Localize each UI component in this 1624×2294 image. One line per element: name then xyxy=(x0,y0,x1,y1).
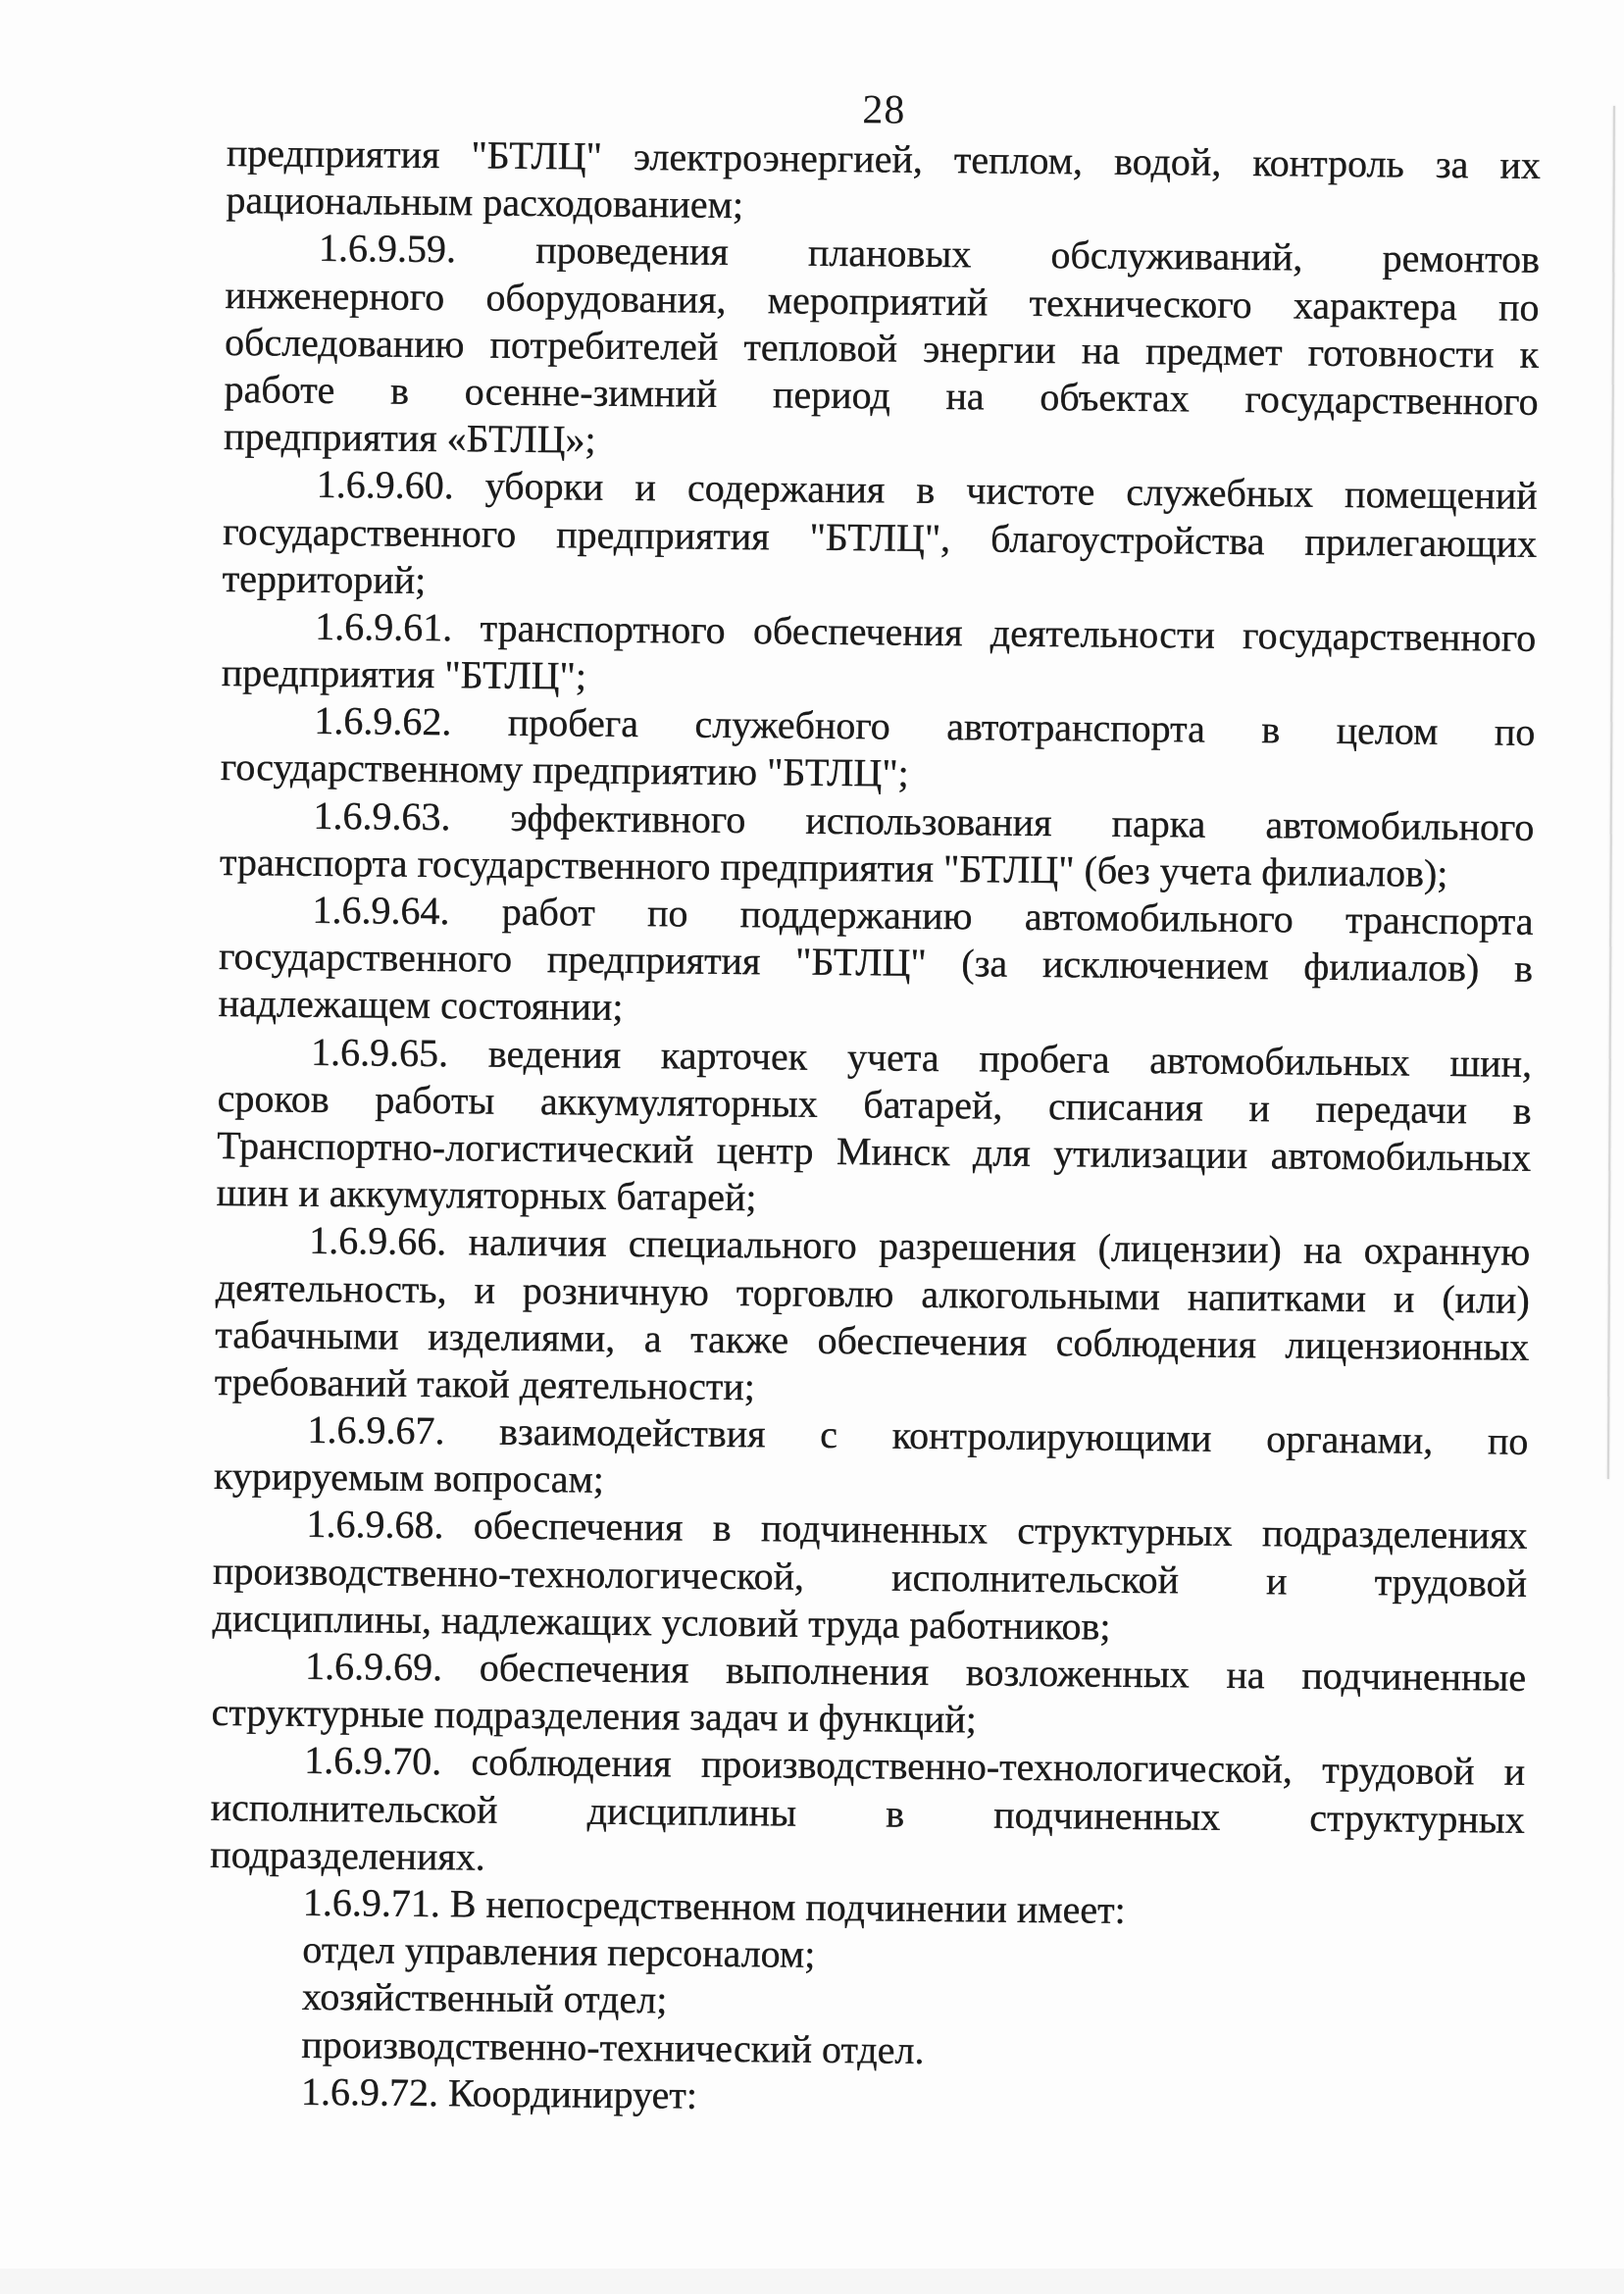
paragraph xyxy=(210,1736,1525,1890)
paragraph xyxy=(214,1405,1529,1512)
scan-edge-shadow xyxy=(0,2269,1624,2294)
text-line: 1.6.9.63. эффективного использования парка автомобильного xyxy=(313,792,1535,849)
text-line: 1.6.9.69. обеспечения выполнения возложенных на подчиненные xyxy=(304,1643,1527,1700)
text-line: 1.6.9.64. работ по поддержанию автомобильного транспорта xyxy=(312,887,1534,943)
paragraph xyxy=(224,224,1540,473)
text-line: 1.6.9.60. уборки и содержания в чистоте служебных помещений xyxy=(316,462,1538,519)
text-line: 1.6.9.72. Координирует: xyxy=(300,2068,698,2117)
text-line: требований такой деятельности; xyxy=(214,1358,756,1409)
paragraph xyxy=(211,1642,1526,1749)
text-line: рациональным расходованием; xyxy=(226,178,744,228)
text-line: работе в осенне-зимний период на объектах государственного xyxy=(224,366,1539,424)
text-line: 1.6.9.62. пробега служебного автотранспорта в целом по xyxy=(314,698,1536,755)
paragraph xyxy=(217,1028,1533,1230)
paragraph xyxy=(221,696,1536,803)
paragraph xyxy=(220,791,1535,898)
text-line: предприятия "БТЛЦ" электроэнергией, теплом, водой, контроль за их xyxy=(226,130,1542,187)
text-line: сроков работы аккумуляторных батарей, списания и передачи в xyxy=(217,1075,1532,1133)
text-line: табачными изделиями, а также обеспечения соблюдения лицензионных xyxy=(215,1311,1530,1369)
paragraph xyxy=(222,602,1537,709)
paragraph xyxy=(226,129,1541,236)
text-line: территорий; xyxy=(222,555,427,602)
text-line: предприятия «БТЛЦ»; xyxy=(223,414,596,462)
text-line: отдел управления персоналом; xyxy=(302,1926,816,1976)
text-line: 1.6.9.71. В непосредственном подчинении имеет: xyxy=(302,1879,1126,1932)
text-line: курируемым вопросам; xyxy=(213,1453,605,1503)
text-line: подразделениях. xyxy=(210,1831,485,1879)
text-line: исполнительской дисциплины в подчиненных структурных xyxy=(210,1784,1525,1842)
text-line: производственно-технологической, исполнительской и трудовой xyxy=(212,1548,1528,1606)
text-line: государственного предприятия "БТЛЦ", благоустройства прилегающих xyxy=(223,508,1538,566)
text-line: 1.6.9.70. соблюдения производственно-технологической, трудовой и xyxy=(303,1738,1526,1795)
paragraph xyxy=(218,886,1533,1040)
text-line: Транспортно-логистический центр Минск для утилизации автомобильных xyxy=(217,1122,1532,1180)
text-line: деятельность, и розничную торговлю алкогольными напитками и (или) xyxy=(215,1264,1531,1322)
text-line: производственно-технический отдел. xyxy=(301,2021,925,2072)
paragraph xyxy=(223,460,1538,614)
text-line: инженерного оборудования, мероприятий технического характера по xyxy=(225,272,1540,330)
text-line: дисциплины, надлежащих условий труда работников; xyxy=(212,1595,1111,1649)
text-line: 1.6.9.68. обеспечения в подчиненных структурных подразделениях xyxy=(306,1502,1528,1558)
paragraph xyxy=(212,1500,1527,1654)
paragraph xyxy=(215,1216,1531,1418)
text-line: транспорта государственного предприятия "БТЛЦ" (без учета филиалов); xyxy=(219,839,1448,895)
document-body xyxy=(208,129,1541,2127)
text-line: шин и аккумуляторных батарей; xyxy=(216,1170,757,1220)
text-line: 1.6.9.66. наличия специального разрешения (лицензии) на охранную xyxy=(309,1218,1531,1275)
text-line: 1.6.9.61. транспортного обеспечения деятельности государственного xyxy=(315,603,1537,660)
text-line: надлежащем состоянии; xyxy=(218,981,624,1030)
text-line: хозяйственный отдел; xyxy=(301,1974,668,2022)
text-line: 1.6.9.67. взаимодействия с контролирующими органами, по xyxy=(307,1406,1529,1463)
page-number: 28 xyxy=(862,87,906,133)
text-line: государственного предприятия "БТЛЦ" (за исключением филиалов) в xyxy=(218,934,1534,992)
text-line: структурные подразделения задач и функций; xyxy=(211,1690,978,1742)
text-line: 1.6.9.65. ведения карточек учета пробега автомобильных шин, xyxy=(310,1029,1533,1086)
text-line: государственному предприятию "БТЛЦ"; xyxy=(220,744,909,796)
text-line: предприятия "БТЛЦ"; xyxy=(221,650,587,698)
text-line: 1.6.9.59. проведения плановых обслуживаний, ремонтов xyxy=(318,226,1541,282)
text-line: обследованию потребителей тепловой энергии на предмет готовности к xyxy=(224,319,1540,377)
